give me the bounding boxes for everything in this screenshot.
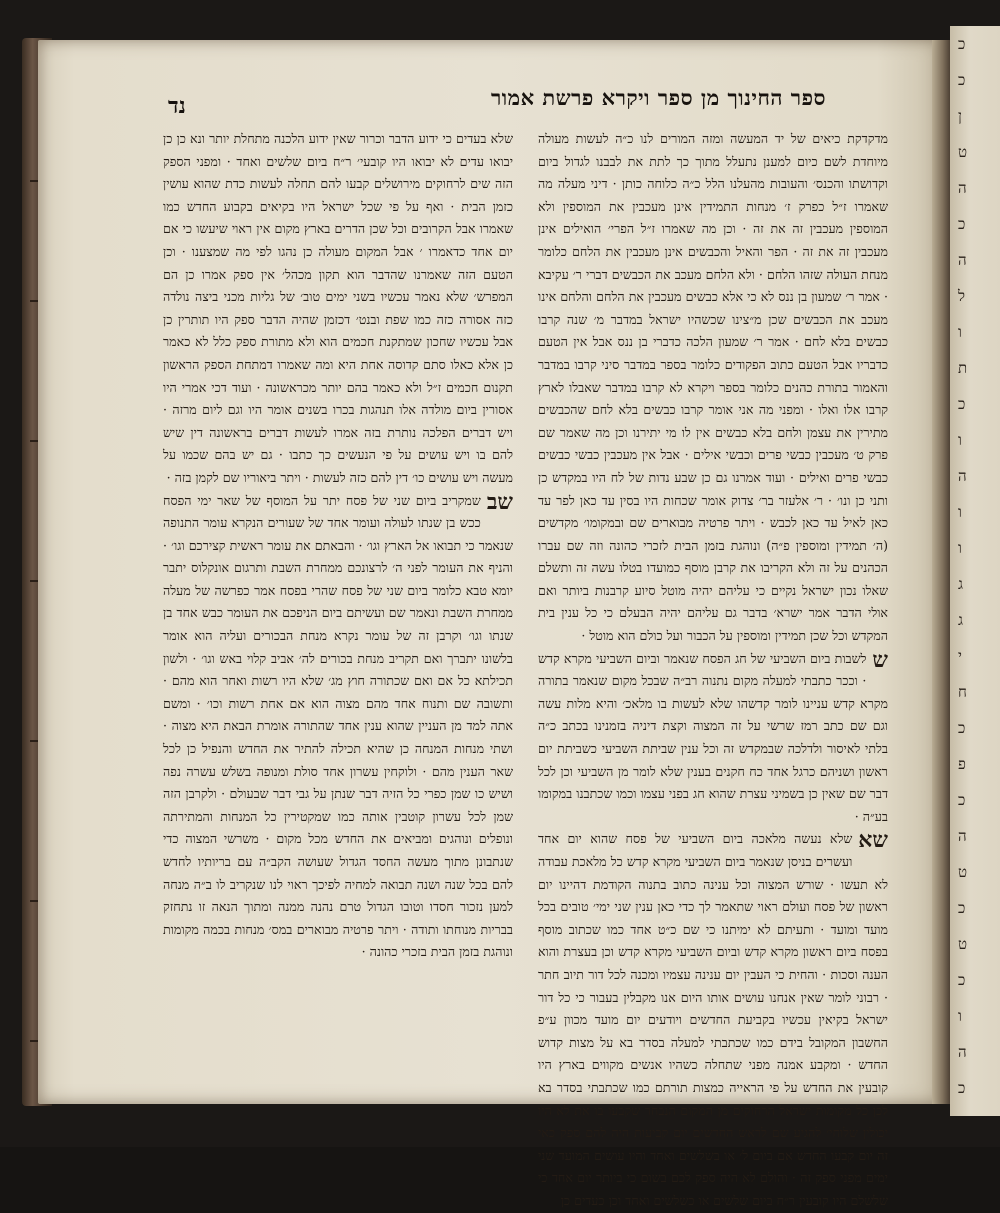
next-page-edge (950, 26, 1000, 1116)
next-page-glyph: ח (958, 683, 967, 701)
page-gutter (932, 40, 950, 1104)
section-marker: שב (486, 488, 513, 515)
next-page-glyph: ן (958, 107, 962, 125)
paragraph (538, 128, 888, 648)
paragraph-text: מדקדקת כיאים של יד המעשה ומזה המורים לנו כ״ה לעשות מעולה מיוחדת לשם כיום למענן נתעלל מתוך כך לתת את לבבנו לגדול ביום וקדושתו והכנס׳ והעובות מהעלנו הלל כ״ה כלוחה כותן · דיני מעלה מה שאמרו ז״ל כפרק ז׳ מנחות התמידין אינן מעכבין את המוספין ולא המוספין מעכבין זה את זה · וכן מה שאמרו ז״ל הפרי׳ הואילים אינן מעכבין זה את זה · הפר והאיל והכבשים אינן מעכבין את הלחם כלומר מנחת העולה שזהו הלחם · ולא הלחם מעכב את הכבשים דברי ר׳ עקיבא · אמר ר׳ שמעון בן ננס לא כי אלא כבשים מעכבין את הלחם והלחם אינו מעכב את הכבשים שכן מ״צינו שכשהיו ישראל במדבר מ׳ שנה קרבו כבשים בלא לחם · אמר ר׳ שמעון הלכה כדברי בן ננס אבל אין הטעם כדבריו אבל הטעם כתוב הפקודים כלומר בספר במדבר סיני קרבו במדבר והאמור בתורת כהנים כלומר בספר ויקרא לא קרבו במדבר שאבלו לארץ קרבו אלו ואלו · ומפני מה אני אומר קרבו כבשים בלא לחם שהכבשים מתירין את עצמן ולחם בלא כבשים אין לו מי יתירנו וכן מה שאמר שם פרק ט׳ מעכבין כבשי פרים וכבשי אילים · אבל אין מעכבין כבשי כבשים כבשי פרים ואילים · ועוד אמרנו גם כן שבע נדות של לח היו במקדש כן ותני כן ונו׳ · ר׳ אלעזר בר׳ צדוק אומר שכחות היו בסין עד כאן לפר עד כאן לאיל עד כאן לכבש · ויתר פרטיה מבוארים שם ובמקומו׳ מקדשים (ה׳ תמידין ומוספין פ״ה) ונוהגת בזמן הבית לזכרי כהונה וזה שם עברו הכהנים על זה ולא הקריבו את קרבן מוסף כמועדו בטלו עשה זה ותשלם שאלו נכון ישראל נקיים כי עליהם יהיה מוטל סיוע קרבנות ביותר ואם אולי הדבר אמר ישרא׳ בדבר גם עליהם יהיה הבעלם כי כל ענין בית המקדש וכל שכן תמידין ומוספין על הכבור ועל כולם הוא מוטל · (538, 131, 888, 644)
next-page-glyph: כ (958, 971, 966, 989)
paragraph-text: שלא נעשה מלאכה ביום השביעי של פסח שהוא יום אחד ועשרים בניסן שנאמר ביום השביעי מקרא קדש כל מלאכת עבודה לא תעשו · שורש המצוה וכל ענינה כתוב בתנוה הקודמת דהיינו יום ראשון של פסח ועולם ראוי שתאמר לך כדי כאן ענין שני ימי׳ טובים בכל מועד ומועד · ותעיתם לא ימיתנו כי שם כ״ט אחד כמו שכתוב מוסף בפסח ביום ראשון מקרא קדש וביום השביעי מקרא קדש וכן בעצרת והוא הענה וסכות · והחית כי העבין יום ענינה עצמיו ומכנה לכל דור תיוב חתר · רבוני לומר שאין אנחנו עושים אותו היום אנו מקבלין בעבור כי כל דור ישראל בקיאין עכשיו בקביעת החדשים ויודעים יום מועד מכוון ע״פ החשבון המקובל בידם כמו שכתבתי למעלה בסדר בא על מצות קדוש החדש · ומקבע אמנה מפני שתחלה כשהיו אנשים מקווים בארץ היו קובעין את החדש על פי הראייה כמצות תורתם כמו שכתבתי בסדר בא לכן כל מקומות ישראל הרחוקים מן המקום הנבחר שקבעו בו את לא היו יכולין שלוחי׳ להגיע שם לראש החדשים יום קביעות היה להם ספק כאי זה יום קבעו החדש אם ביום ל׳ או בשלשים ואחד והיו עושים המועד שני ימים מפני ספק זה · והולם לא היה ספק לכם בשום כי ביותר יום אחד כי שלשלם היו קובעין ר״ח ביום שלשים או כשלשים ואחד וכן כעדים כן (538, 831, 888, 1208)
left-column (163, 128, 513, 964)
next-page-glyph: י (958, 647, 962, 665)
paragraph (163, 128, 513, 490)
next-page-glyph: ט (958, 935, 968, 953)
next-page-glyph: פ (958, 755, 966, 773)
next-page-glyph: ט (958, 143, 968, 161)
paragraph (538, 648, 888, 829)
next-page-glyph: כ (958, 71, 966, 89)
next-page-glyph: ו (958, 503, 962, 521)
next-page-glyph: ו (958, 323, 962, 341)
paragraph (538, 828, 888, 1212)
next-page-glyph: כ (958, 395, 966, 413)
next-page-glyph: ה (958, 1043, 967, 1061)
next-page-glyph: ו (958, 1007, 962, 1025)
next-page-text (950, 26, 1000, 1116)
next-page-glyph: ל (958, 287, 966, 305)
right-column (538, 128, 888, 1208)
paragraph-text: שמקריב ביום שני של פסח יתר על המוסף של שאר ימי הפסח ככש בן שנתו לעולה ועומר אחד של שעורים הנקרא עומר התנופה שנאמר כי תבואו אל הארץ וגו׳ · והבאתם את עומר ראשית קצירכם וגו׳ · והניף את העומר לפני ה׳ לרצונכם ממחרת השבת ותרגום אונקלוס יתבר יומא טבא כלומר ביום שני של פסח שהרי בפסח אמר כפרשה של מעלה ממחרת השבת ונאמר שם ועשיתם ביום הניפכם את העומר כבש אחד בן שנתו וגו׳ וקרבן זה של עומר נקרא מנחת הבכורים ועליה הוא אומר בלשונו יתברך ואם תקריב מנחת בכורים לה׳ אביב קלוי באש וגו׳ · ולשון תכילתא כל אם ואם שכתורה חוץ מג׳ שלא היו רשות ואחר הוא מהם · ותשובה שם ותנוח אחד מהם מצוה הוא אם אחת רשות וכו׳ · ומשם אתה למד מן העניין שהוא ענין אחד שהתורה אומרת הבאת היא מצוה · ושתי מנחות המנחה כן שהיא תכילה להתיר את החדש והנפיל כן לכל שאר הענין מהם · ולוקחין עשרון אחד סולת ומנופה בשלש עשרה נפה ושיש כו שמן כפרי כל הזיה דבר שנתן על גבי דבר שבעולם · ולקרבן הזה שמן לכל עשרון קוטבין אותה כמו שמקטירין כל המנחות והמתירתה ונופלים ונוהגים ומביאים את החדש מכל מקום · משרשי המצוה כדי שנתבונן מתוך מעשה החסד הגדול שעושה הקב״ה עם בריותיו לחדש להם בכל שנה ושנה תבואה למחיה לפיכך ראוי לנו שנקריב לו ב״ה מנחה למען נזכור חסדו וטובו הגדול טרם נהנה ממנה ומתוך הנאה זו נתחזק בבריות מנוחתו ותודה · ויתר פרטיה מבוארים במס׳ מנחות בכמה מקומות ונוהגת בזמן הבית בזכרי כהונה · (163, 492, 513, 960)
next-page-glyph: ו (958, 539, 962, 557)
paragraph-text: שלא בעדים כי ידוע הדבר וכרור שאין ידוע הלכנה מתחלת יותר ונא כן כן יבואו עדים לא יבואו היו קובעי׳ ר״ח ביום שלשים ואחד · ומפני הספק הזה שים לרחוקים מירושלים קבעו להם תחלה לעשות כדת שהוא עושין כזמן הבית · ואף על פי שכל ישראל היו בקיאים בקבוע החדש כמו שאמרו אבל הקרובים וכל שכן הדרים בארץ מקום אין ראוי שיעשו כי אם יום אחד כדאמרו ׳ אבל המקום מעולה כן נהגו לפי מה שמצענו · וכן הטעם הזה שאמרנו שהדבר הוא תקון מכהל׳ אין ספק אמרו כן הם המפרש׳ שלא נאמר עכשיו בשני ימים טוב׳ של גליות מכני ביצה נולדה כזה אסורה כזה כמו שפת ובנט׳ דכזמן שהיה הדבר ספק היו תותרין כן אבל עכשיו שחכון שמתקנת חכמים הוא ולא מתורת ספק כלל לא כאמר כן אלא כאלו סתם קדוסה אחת היא ומה שאמרו דמתחת הספק הראשון תקנום חכמים ז״ל ולא כאמר בהם יותר מכראשונה · ועוד דכי אמרי היו אסורין ביום מולדה אלו תנהגות בכרו בשנים אומר היו וגם ליום מרזה · ויש דברים הפלכה נותרת בזה אמרו לעשות דברים בראשונה דין שיש להם בו ויש עושים על פי הנעשים כך כתבו · גם יש בהם שכמו על מעשה ויש עושים כו׳ דין להם כזה לעשות · ויתר ביאוריו שם לקמן בזה · (163, 131, 513, 485)
section-marker: שא (858, 827, 888, 854)
next-page-glyph: כ (958, 719, 966, 737)
page-header (166, 85, 826, 125)
next-page-glyph: כ (958, 1079, 966, 1097)
next-page-glyph: ג (958, 611, 963, 629)
next-page-glyph: כ (958, 791, 966, 809)
next-page-glyph: כ (958, 899, 966, 917)
next-page-glyph: ג (958, 575, 963, 593)
folio-number: נד (168, 93, 186, 119)
next-page-glyph: ה (958, 179, 967, 197)
paragraph-text: לשבות ביום השביעי של חג הפסח שנאמר וביום השביעי מקרא קדש · וככר כתבתי למעלה מקום נתנוה רב״ה שבכל מקום שנאמר בתורה מקרא קדש עניינו לומר קדשהו שלא לעשות בו מלאכ׳ והיא מלות עשה וגם שם כתב רמז שרשי על זה המצוה וקצת דיניה בזמנינו בכתב כ״ה בלתי לאיסור ולדלכה שבמקדש זה וכל ענין שביתת השביעי כשביתת יום ראשון ושניהם כרגל אחד כח חקנים בענין שלא לומר מן השביעי וכן לכל דבר שם שאין כן בשמיני עצרת שהוא חג בפני עצמו וכמו שכתבנו במקומו בע״ה · (538, 650, 888, 824)
section-marker: ש (872, 646, 888, 673)
next-page-glyph: כ (958, 215, 966, 233)
next-page-glyph: ה (958, 251, 967, 269)
next-page-glyph: ת (958, 359, 968, 377)
next-page-glyph: ה (958, 467, 967, 485)
next-page-glyph: כ (958, 35, 966, 53)
paragraph (163, 490, 513, 964)
next-page-glyph: ו (958, 431, 962, 449)
running-title: ספר החינוך מן ספר ויקרא פרשת אמור (490, 85, 826, 110)
next-page-glyph: ט (958, 863, 968, 881)
next-page-glyph: ה (958, 827, 967, 845)
